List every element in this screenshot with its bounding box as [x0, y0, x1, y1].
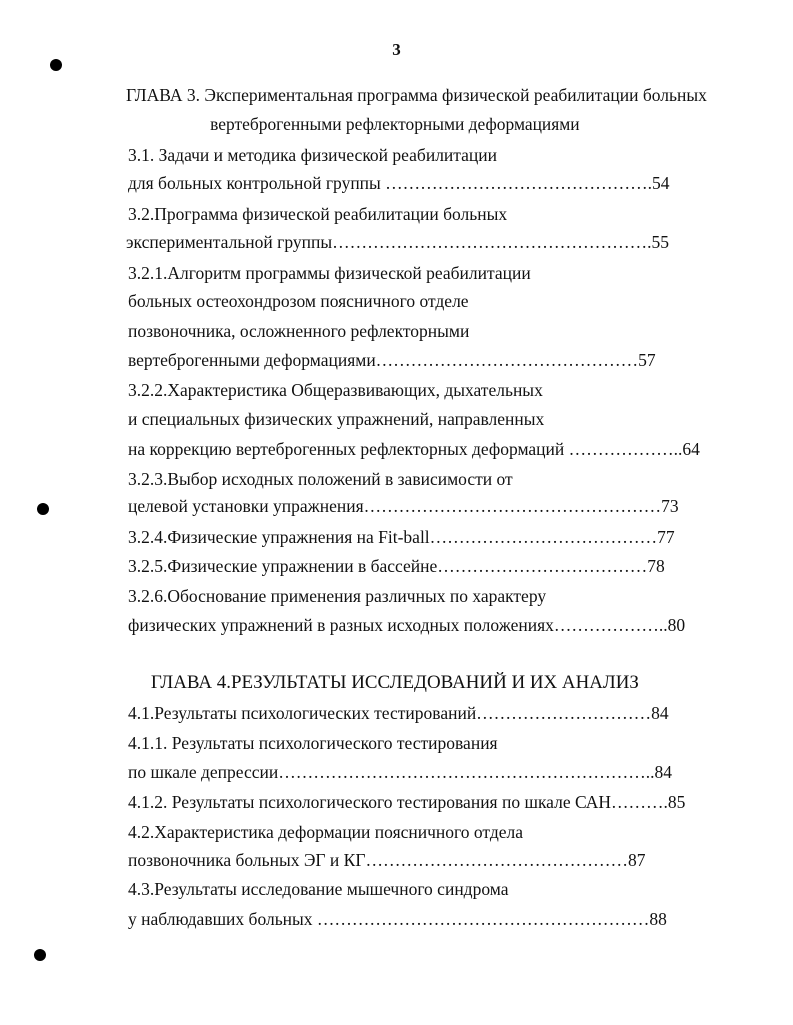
- toc-line: 3.2.1.Алгоритм программы физической реабилитации: [128, 263, 531, 283]
- toc-line: 4.2.Характеристика деформации поясничного отдела: [128, 822, 524, 842]
- toc-line: экспериментальной группы……………………………………………….55: [126, 232, 669, 252]
- toc-line: 3.1. Задачи и методика физической реабилитации: [128, 145, 498, 165]
- toc-line: и специальных физических упражнений, направленных: [128, 409, 545, 429]
- punch-hole-middle: [37, 503, 49, 515]
- page-number: 3: [392, 40, 401, 59]
- toc-line: 4.1.1. Результаты психологического тестирования: [128, 733, 498, 753]
- toc-line: 3.2.6.Обоснование применения различных по характеру: [128, 586, 547, 606]
- toc-line: вертеброгенными деформациями………………………………………57: [128, 350, 656, 370]
- toc-line: для больных контрольной группы ……………………………………….54: [128, 173, 670, 193]
- punch-hole-bottom: [34, 949, 46, 961]
- toc-line: позвоночника больных ЭГ и КГ………………………………………87: [128, 850, 646, 870]
- toc-line: больных остеохондрозом поясничного отделе: [128, 291, 469, 311]
- toc-line: 3.2.Программа физической реабилитации больных: [128, 204, 508, 224]
- toc-line: 3.2.3.Выбор исходных положений в зависимости от: [128, 469, 513, 489]
- punch-hole-top: [50, 59, 62, 71]
- toc-line: позвоночника, осложненного рефлекторными: [128, 321, 470, 341]
- toc-line: 3.2.2.Характеристика Общеразвивающих, дыхательных: [128, 380, 543, 400]
- chapter-3-title-line1: ГЛАВА 3. Экспериментальная программа физической реабилитации больных: [126, 85, 707, 105]
- chapter-4-title: ГЛАВА 4.РЕЗУЛЬТАТЫ ИССЛЕДОВАНИЙ И ИХ АНАЛИЗ: [150, 672, 639, 693]
- toc-line: 3.2.4.Физические упражнения на Fit-ball…………………………………77: [128, 527, 675, 547]
- toc-line: 4.3.Результаты исследование мышечного синдрома: [128, 879, 509, 899]
- toc-line: у наблюдавших больных …………………………………………………88: [128, 909, 667, 929]
- toc-line: 4.1.Результаты психологических тестирований…………………………84: [128, 703, 669, 723]
- toc-line: по шкале депрессии………………………………………………………..84: [128, 762, 673, 782]
- toc-line: на коррекцию вертеброгенных рефлекторных деформаций ………………..64: [128, 439, 700, 459]
- toc-line: 4.1.2. Результаты психологического тестирования по шкале САН……….85: [128, 792, 686, 812]
- chapter-3-title-line2: вертеброгенными рефлекторными деформациями: [210, 114, 580, 134]
- toc-line: 3.2.5.Физические упражнении в бассейне………………………………78: [128, 556, 665, 576]
- toc-line: целевой установки упражнения……………………………………………73: [128, 496, 679, 516]
- toc-line: физических упражнений в разных исходных положениях………………..80: [128, 615, 686, 635]
